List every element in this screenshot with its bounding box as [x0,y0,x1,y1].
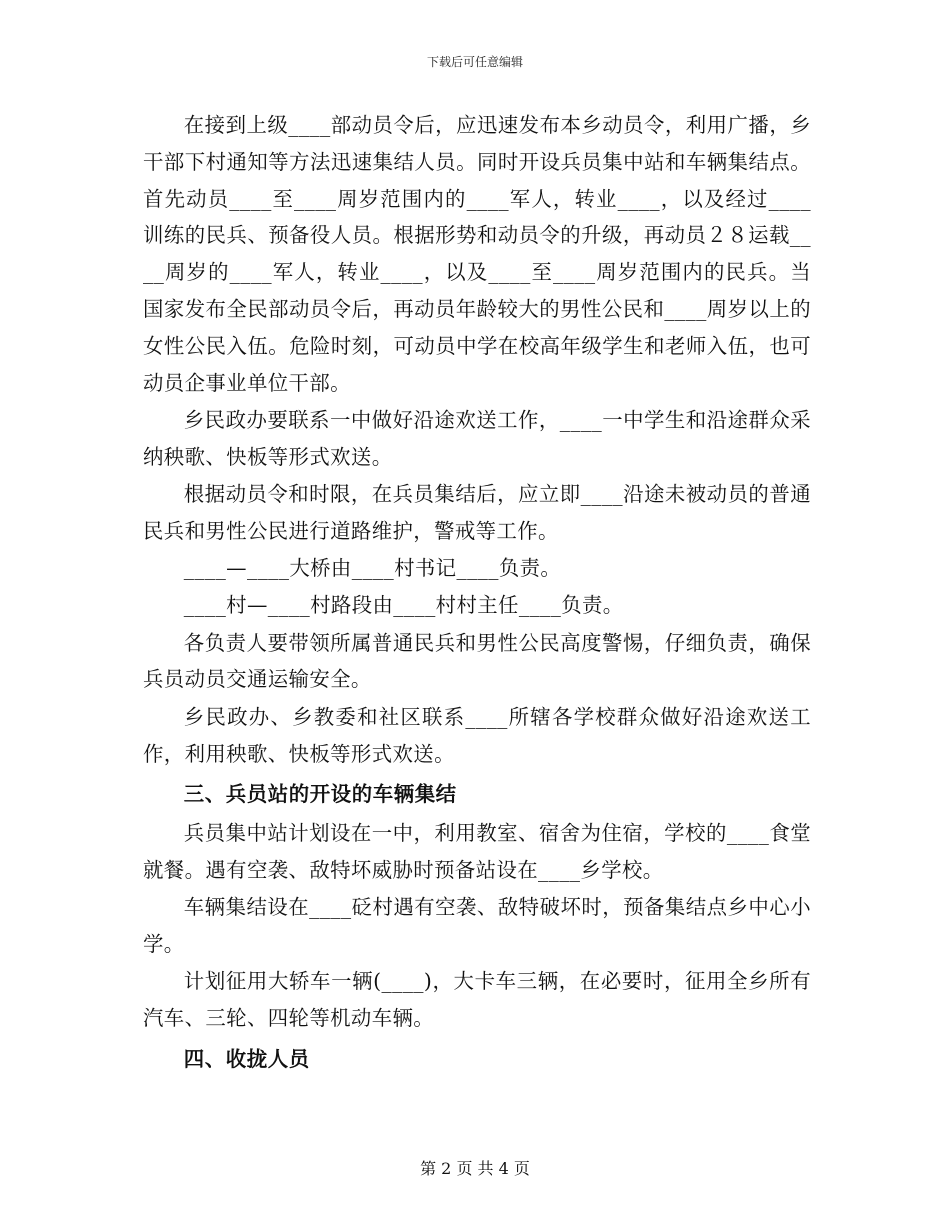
paragraph-vigilance: 各负责人要带领所属普通民兵和男性公民高度警惕，仔细负责，确保兵员动员交通运输安全。 [143,630,811,692]
paragraph-bridge-duty: ____—____大桥由____村书记____负责。 [183,556,562,581]
paragraph-vehicle-requisition: 计划征用大轿车一辆(____)，大卡车三辆，在必要时，征用全乡所有汽车、三轮、四轮等机动车辆。 [143,969,811,1031]
paragraph-station-location: 兵员集中站计划设在一中，利用教室、宿舍为住宿，学校的____食堂就餐。遇有空袭、敌特坏威胁时预备站设在____乡学校。 [143,821,811,882]
document-body [143,107,811,1080]
paragraph-road-section-duty: ____村—____村路段由____村村主任____负责。 [183,593,624,618]
section-heading-4: 四、收拢人员 [183,1046,310,1071]
paragraph-vehicle-assembly: 车辆集结设在____砭村遇有空袭、敌特破坏时，预备集结点乡中心小学。 [143,895,811,957]
paragraph-road-maintenance: 根据动员令和时限，在兵员集结后，应立即____沿途未被动员的普通民兵和男性公民进行道路维护，警戒等工作。 [143,481,811,543]
paragraph-send-off: 乡民政办要联系一中做好沿途欢送工作，____一中学生和沿途群众采纳秧歌、快板等形式欢送。 [143,407,811,469]
page-footer: 第 2 页 共 4 页 [420,1159,530,1178]
page-header: 下载后可任意编辑 [426,55,523,69]
section-heading-3: 三、兵员站的开设的车辆集结 [183,782,457,807]
paragraph-mobilization-order: 在接到上级____部动员令后，应迅速发布本乡动员令，利用广播，乡干部下村通知等方法迅速集结人员。同时开设兵员集中站和车辆集结点。首先动员____至____周岁范围内的____军人，转业____，以及经过____训练的民兵、预备役人员。根据形势和动员令的升级，再动员２８运载____周岁的____军人，转业____，以及____至____周岁范围内的民兵。当国家发布全民部动员令后，再动员年龄较大的男性公民和____周岁以上的女性公民入伍。危险时刻，可动员中学在校高年级学生和老师入伍，也可动员企事业单位干部。 [143,113,811,395]
paragraph-schools-send-off: 乡民政办、乡教委和社区联系____所辖各学校群众做好沿途欢送工作，利用秧歌、快板等形式欢送。 [143,704,811,766]
